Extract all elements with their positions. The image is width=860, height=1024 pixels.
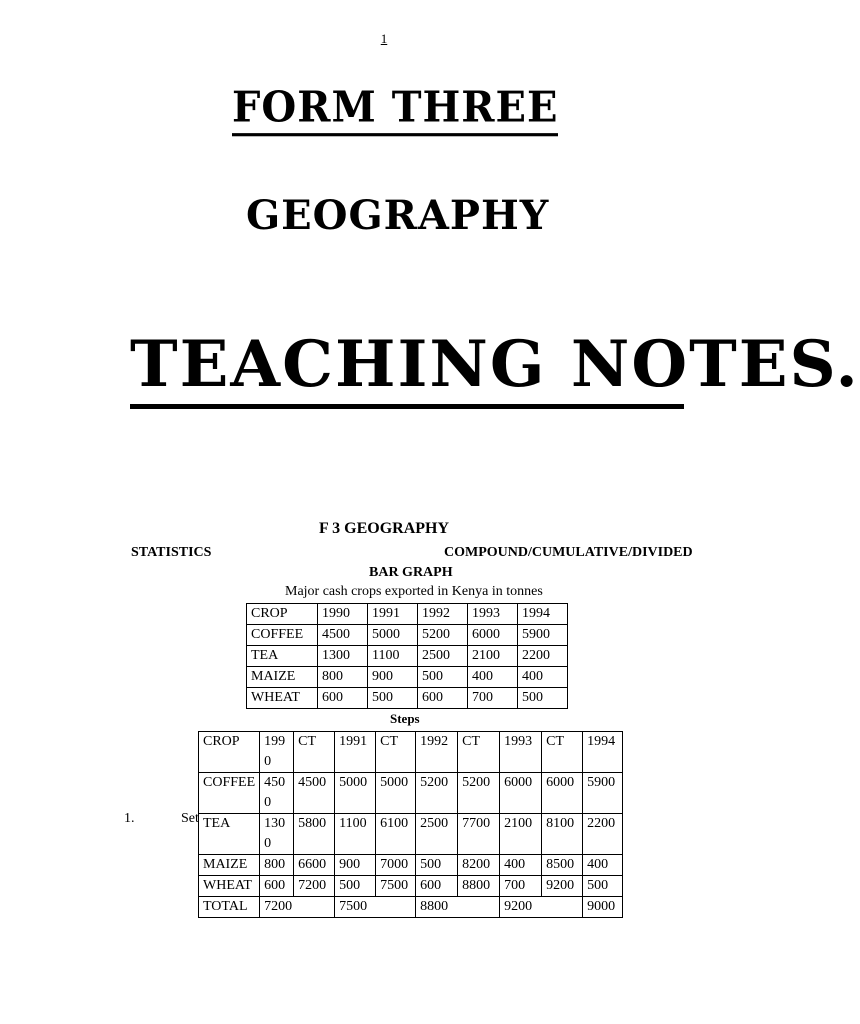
table-header-row xyxy=(247,604,568,625)
table-cell: 600 xyxy=(260,876,294,897)
table-header-cell: CROP xyxy=(199,732,260,773)
table-header-cell: CT xyxy=(376,732,416,773)
table-total-cell: 9000 xyxy=(583,897,623,918)
table-total-row xyxy=(199,897,623,918)
page-number: 1 xyxy=(380,31,388,46)
table-cell: 700 xyxy=(468,688,518,709)
table-cell: 1100 xyxy=(335,814,376,855)
table-cell: 8100 xyxy=(542,814,583,855)
table-cell: 500 xyxy=(418,667,468,688)
table-row xyxy=(247,667,568,688)
table-cell: 7000 xyxy=(376,855,416,876)
cover-title-geography: GEOGRAPHY xyxy=(246,192,550,239)
table-cell: 5000 xyxy=(376,773,416,814)
table-cell: 4500 xyxy=(318,625,368,646)
table-cell: 1300 xyxy=(260,814,294,855)
table-cell: 2100 xyxy=(468,646,518,667)
table-header-row xyxy=(199,732,623,773)
table-cell: 4500 xyxy=(260,773,294,814)
table-cell: 400 xyxy=(518,667,568,688)
table-cell: 2200 xyxy=(518,646,568,667)
table-cell: 6600 xyxy=(294,855,335,876)
table-cell: 6000 xyxy=(468,625,518,646)
table-cell: MAIZE xyxy=(247,667,318,688)
topic-statistics: STATISTICS xyxy=(131,545,212,560)
table-row xyxy=(199,876,623,897)
step-text: Set xyxy=(181,811,199,826)
table-cell: COFFEE xyxy=(247,625,318,646)
table-cell: 5000 xyxy=(368,625,418,646)
table-header-cell: 1994 xyxy=(583,732,623,773)
table-caption: Major cash crops exported in Kenya in tonnes xyxy=(285,584,543,599)
table-cell: 8200 xyxy=(458,855,500,876)
topic-compound: COMPOUND/CUMULATIVE/DIVIDED xyxy=(444,545,693,560)
table-cell: 500 xyxy=(518,688,568,709)
table-cell: 400 xyxy=(583,855,623,876)
table-total-cell: 7500 xyxy=(335,897,416,918)
table-header-cell: 1991 xyxy=(335,732,376,773)
table-cell: 500 xyxy=(335,876,376,897)
table-cell: 600 xyxy=(318,688,368,709)
table-cell: 600 xyxy=(416,876,458,897)
steps-title: Steps xyxy=(390,711,420,726)
table-cell: 5000 xyxy=(335,773,376,814)
table-cell: 6100 xyxy=(376,814,416,855)
table-header-cell: CT xyxy=(542,732,583,773)
table-header-cell: 1993 xyxy=(468,604,518,625)
section-heading: F 3 GEOGRAPHY xyxy=(318,520,450,537)
table-cell: COFFEE xyxy=(199,773,260,814)
table-cell: TEA xyxy=(199,814,260,855)
table-cell: 9200 xyxy=(542,876,583,897)
table-cell: 5200 xyxy=(418,625,468,646)
table-header-cell: 1992 xyxy=(416,732,458,773)
table-cell: 500 xyxy=(368,688,418,709)
table-cell: 2500 xyxy=(418,646,468,667)
table-cell: 500 xyxy=(583,876,623,897)
step-number: 1. xyxy=(124,811,135,826)
table-cell: 1100 xyxy=(368,646,418,667)
table-header-cell: CROP xyxy=(247,604,318,625)
subtopic-bar-graph: BAR GRAPH xyxy=(369,565,453,580)
table-cell: 2200 xyxy=(583,814,623,855)
table-cell: 8800 xyxy=(458,876,500,897)
table-cell: 5900 xyxy=(583,773,623,814)
table-header-cell: 1992 xyxy=(418,604,468,625)
table-cell: 700 xyxy=(500,876,542,897)
table-cell: 800 xyxy=(318,667,368,688)
table-cell: 8500 xyxy=(542,855,583,876)
table-cell: 2100 xyxy=(500,814,542,855)
table-header-cell: 1990 xyxy=(318,604,368,625)
table-total-cell: 9200 xyxy=(500,897,583,918)
table-cell: 5900 xyxy=(518,625,568,646)
table-cell: 5800 xyxy=(294,814,335,855)
table-cell: 600 xyxy=(418,688,468,709)
table-header-cell: CT xyxy=(458,732,500,773)
table-total-cell: 8800 xyxy=(416,897,500,918)
table-cell: 4500 xyxy=(294,773,335,814)
table-row xyxy=(199,814,623,855)
table-cell: 7700 xyxy=(458,814,500,855)
table-row xyxy=(247,688,568,709)
table-header-cell: 1993 xyxy=(500,732,542,773)
table-row xyxy=(199,855,623,876)
table-cell: 900 xyxy=(368,667,418,688)
table-cell: 6000 xyxy=(542,773,583,814)
table-cell: MAIZE xyxy=(199,855,260,876)
table-row xyxy=(199,773,623,814)
cumulative-table xyxy=(198,731,623,918)
table-cell: 2500 xyxy=(416,814,458,855)
cover-title-form-three: FORM THREE xyxy=(232,83,558,137)
table-cell: 7200 xyxy=(294,876,335,897)
table-total-cell: 7200 xyxy=(260,897,335,918)
table-header-cell: 1990 xyxy=(260,732,294,773)
cash-crops-table xyxy=(246,603,568,709)
table-cell: 400 xyxy=(500,855,542,876)
table-cell: 500 xyxy=(416,855,458,876)
table-cell: WHEAT xyxy=(199,876,260,897)
table-cell: 7500 xyxy=(376,876,416,897)
table-cell: WHEAT xyxy=(247,688,318,709)
table-cell: 900 xyxy=(335,855,376,876)
table-cell: 6000 xyxy=(500,773,542,814)
table-row xyxy=(247,625,568,646)
table-cell: 800 xyxy=(260,855,294,876)
table-cell: TEA xyxy=(247,646,318,667)
table-header-cell: 1991 xyxy=(368,604,418,625)
table-cell: 1300 xyxy=(318,646,368,667)
table-header-cell: 1994 xyxy=(518,604,568,625)
table-header-cell: CT xyxy=(294,732,335,773)
table-cell: 5200 xyxy=(458,773,500,814)
table-cell: 5200 xyxy=(416,773,458,814)
cover-title-teaching-notes: TEACHING NOTES. xyxy=(130,328,684,409)
table-row xyxy=(247,646,568,667)
table-cell: 400 xyxy=(468,667,518,688)
table-total-cell: TOTAL xyxy=(199,897,260,918)
